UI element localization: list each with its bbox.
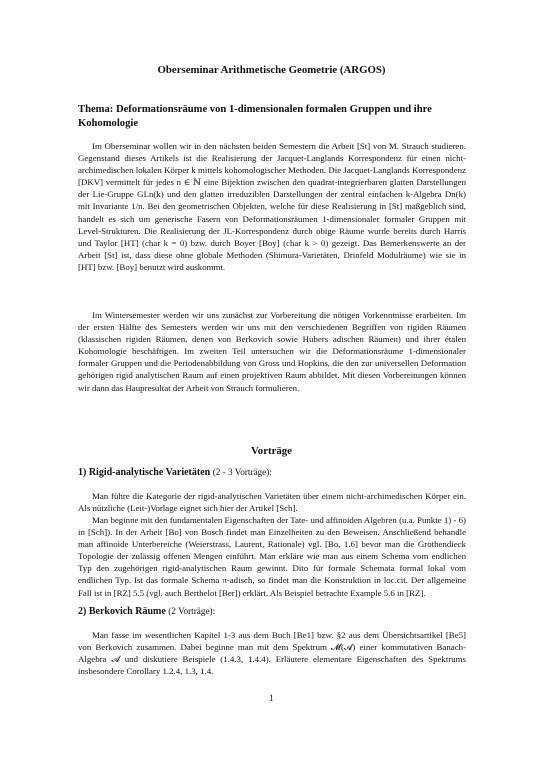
document-title: Oberseminar Arithmetische Geometrie (ARGOS)	[157, 64, 386, 76]
section-heading	[78, 467, 466, 478]
section-title: 1) Rigid-analytische Varietäten	[78, 467, 211, 478]
section-paragraph: Man beginne mit den fundamentalen Eigenschaften der Tate- und affinoiden Algebren (u.a. Punkte 1) - 6) in [Sch]). In der Arbeit [Bo] von Bosch findet man Einzelheiten zu den Beweisen. Anschließend behandle man affinoide Unterbereiche (Weierstrass, Laurent, Rationale) vgl. [Bo, 1.6] bevor man die Grothendieck Topologie der zulässig offenen Mengen einführt. Man erkläre wie man aus einem Schema vom endlichen Typ den zugehörigen rigid-analytischen Raum gewinnt. Dito für formale Schemata formal lokal vom endlichen Typ. Ist das formale Schema π-adisch, so findet man die Konstruktion in loc.cit. Der allgemeine Fall ist in [RZ] 5.5 (vgl. auch Berthelot [Ber]) erklärt. Als Beispiel betrachte Example 5.6 in [RZ].	[78, 515, 466, 598]
talks-heading: Vorträge	[251, 445, 292, 457]
intro-paragraph: Im Oberseminar wollen wir in den nächsten beiden Semestern die Arbeit [St] von M. Strauch studieren. Gegenstand dieses Artikels ist die Realisierung der Jacquet-Langlands Korrespondenz für einen nicht-archimedischen lokalen Körper k mittels kohomologischer Methoden. Die Jacquet-Langlands Korrespondenz [DKV] vermittelt für jedes n ∈ ℕ eine Bijektion zwischen den quadrat-integrierbaren glatten Darstellungen der Lie-Gruppe GLn(k) und den glatten irreduziblen Darstellungen der zentral einfachen k-Algebra Dn(k) mit Invariante 1/n. Bei den geometrischen Objekten, welche für diese Realisierung in [St] maßgeblich sind, handelt es sich um generische Fasern von Deformationsräumen 1-dimensionaler formaler Gruppen mit Level-Strukturen. Die Realisierung der JL-Korrespondenz durch obige Räume wurde bereits durch Harris und Taylor [HT] (char k = 0) bzw. durch Boyer [Boy] (char k > 0) gezeigt. Das Bemerkenswerte an der Arbeit [St] ist, dass diese ohne globale Methoden (Shimura-Varietäten, Drinfeld Modulräume) wie sie in [HT] bzw. [Boy] benutzt wird auskommt.	[78, 141, 466, 272]
page-number: 1	[269, 693, 274, 703]
section-note: (2 - 3 Vorträge):	[212, 467, 272, 477]
section-paragraph: Man führe die Kategorie der rigid-analytischen Varietäten über einem nicht-archimedischen Körper ein. Als nützliche (Leit-)Vorlage eignet sich hier der Artikel [Sch].	[78, 491, 466, 514]
section-note: (2 Vorträge):	[168, 606, 216, 616]
theme-heading: Thema: Deformationsräume von 1-dimensionalen formalen Gruppen und ihre Kohomologie	[78, 104, 432, 129]
section-title: 2) Berkovich Räume	[78, 606, 166, 617]
section-paragraph: Man fasse im wesentlichen Kapitel 1-3 aus dem Buch [Be1] bzw. §2 aus dem Übersichtsartikel [Be5] von Berkovich zusammen. Dabei beginne man mit dem Spektrum 𝓜(𝓐) einer kommutativen Banach-Algebra 𝓐 und diskutiere Beispiele (1.4.3, 1.4.4). Erläutere elementare Eigenschaften des Spektrums insbesondere Corollary 1.2.4, 1.3, 1.4.	[78, 630, 466, 677]
intro-paragraph: Im Wintersemester werden wir uns zunächst zur Vorbereitung die nötigen Vorkenntnisse erarbeiten. Im der ersten Hälfte des Semesters werden wir uns mit den verschiedenen Begriffen von rigiden Räumen (klassischen rigiden Räumen, denen von Berkovich sowie Hubers adischen Räumen) und ihrer étalen Kohomologie beschäftigen. Im zweiten Teil untersuchen wir die Deformationsräume 1-dimensionaler formaler Gruppen und die Periodenabbildung von Gross und Hopkins, die den zur universellen Deformation gehörigen rigid analytischen Raum auf einen projektiven Raum abbildet. Mit diesen Vorbereitungen können wir dann das Haupresultat der Arbeit von Strauch formulieren.	[78, 310, 466, 393]
section-heading	[78, 606, 466, 617]
